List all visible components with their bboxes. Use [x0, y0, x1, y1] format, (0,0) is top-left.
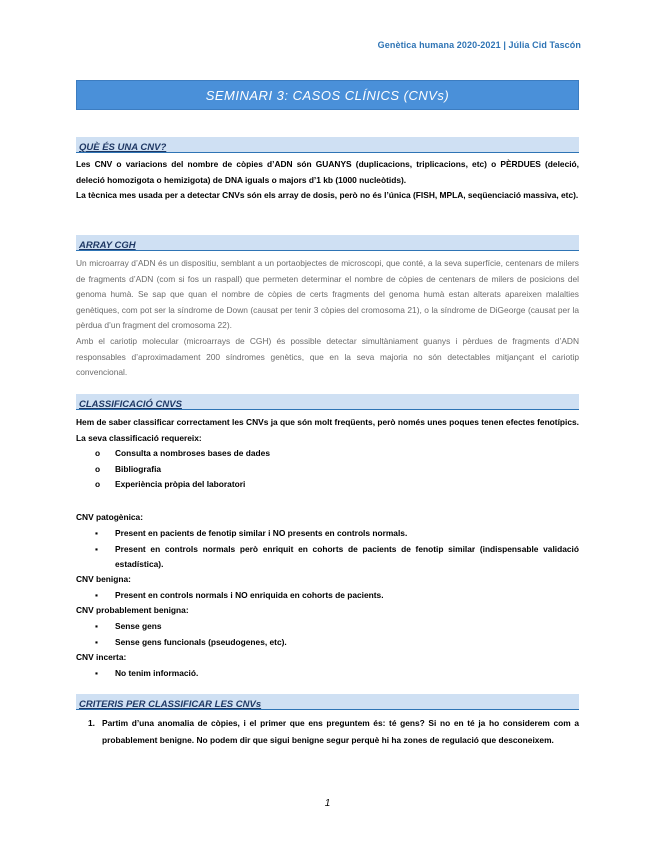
paragraph-classification-intro: Hem de saber classificar correctament les CNVs ja que són molt freqüents, però només unes poques tenen efectes fenotípics. La seva classificació requereix:	[76, 417, 579, 443]
list-item: ▪ No tenim informació.	[95, 668, 199, 678]
page-number: 1	[324, 798, 331, 809]
list-item: ▪ Present en pacients de fenotip similar i NO presents en controls normals.	[95, 528, 408, 538]
uncertain-criteria-list	[95, 666, 579, 682]
paragraph-array-description: Un microarray d’ADN és un dispositiu, semblant a un portaobjectes de microscopi, que conté, a la seva superfície, centenars de milers de fragments d’ADN (com si fos un raspall) que permeten determinar el nombre de còpies de centenars de milers de posicions del genoma humà. Se sap que quan el nombre de còpies de certs fragments del genoma humà estan alterats apareixen malalties genètiques, com pot ser la síndrome de Down (causat per tenir 3 còpies del cromosoma 21), o la síndrome de DiGeorge (causat per la pèrdua d’un fragment del cromosoma 22).	[76, 258, 579, 331]
list-item: ▪ Present en controls normals i NO enriquida en cohorts de pacients.	[95, 590, 384, 600]
section-heading-cnv-classification: CLASSIFICACIÓ CNVS	[76, 394, 579, 410]
paragraph-molecular-karyotype: Amb el cariotip molecular (microarrays de CGH) és possible detectar simultàniament guanys i pèrdues de fragments d’ADN responsables d’aproximadament 200 síndromes genètics, que en la seva majoria no són detectables mitjançant el cariotip convencional.	[76, 336, 579, 378]
section-heading-array-cgh: ARRAY CGH	[76, 235, 579, 251]
requirements-list	[95, 446, 579, 493]
list-item: o Experiència pròpia del laboratori	[95, 479, 246, 490]
likely-benign-criteria-list	[95, 619, 579, 650]
section-heading-classification-criteria: CRITERIS PER CLASSIFICAR LES CNVs	[76, 694, 579, 710]
document-title-bar	[76, 80, 579, 110]
list-item: ▪ Present en controls normals però enriquit en cohorts de pacients de fenotip similar (indispensable validació estadística).	[95, 543, 579, 570]
list-item: o Consulta a nombroses bases de dades	[95, 448, 270, 458]
list-item: ▪ Sense gens funcionals (pseudogenes, etc).	[95, 636, 287, 647]
list-item: ▪ Sense gens	[95, 621, 162, 631]
label-benign-cnv: CNV benigna:	[76, 574, 131, 584]
list-item: 1. Partim d’una anomalia de còpies, i el primer que ens preguntem és: té gens? Si no en té ja ho considerem com a probablement benigne. No podem dir que sigui benigne segur perquè hi ha zones de regulació que desconeixem.	[88, 718, 579, 745]
benign-criteria-list	[95, 588, 579, 604]
label-pathogenic-cnv: CNV patogènica:	[76, 512, 144, 522]
section-heading-what-is-cnv: QUÈ ÉS UNA CNV?	[76, 137, 579, 153]
label-uncertain-cnv: CNV incerta:	[76, 652, 127, 662]
label-likely-benign-cnv: CNV probablement benigna:	[76, 605, 189, 615]
document-title: SEMINARI 3: CASOS CLÍNICS (CNVs)	[205, 87, 450, 103]
criteria-numbered-list	[88, 715, 579, 749]
paragraph-cnv-definition: Les CNV o variacions del nombre de còpies d’ADN són GUANYS (duplicacions, triplicacions, etc) o PÈRDUES (deleció, deleció homozigota o hemizigota) de DNA iguals o majors d’1 kb (1000 nucleòtids).	[76, 159, 579, 185]
paragraph-cnv-technique: La tècnica mes usada per a detectar CNVs són els array de dosis, però no és l’única (FISH, MPLA, seqüenciació massiva, etc).	[76, 190, 579, 200]
pathogenic-criteria-list	[95, 526, 579, 573]
list-item: o Bibliografia	[95, 463, 162, 474]
page-header: Genètica humana 2020-2021 | Júlia Cid Tascón	[377, 40, 581, 50]
